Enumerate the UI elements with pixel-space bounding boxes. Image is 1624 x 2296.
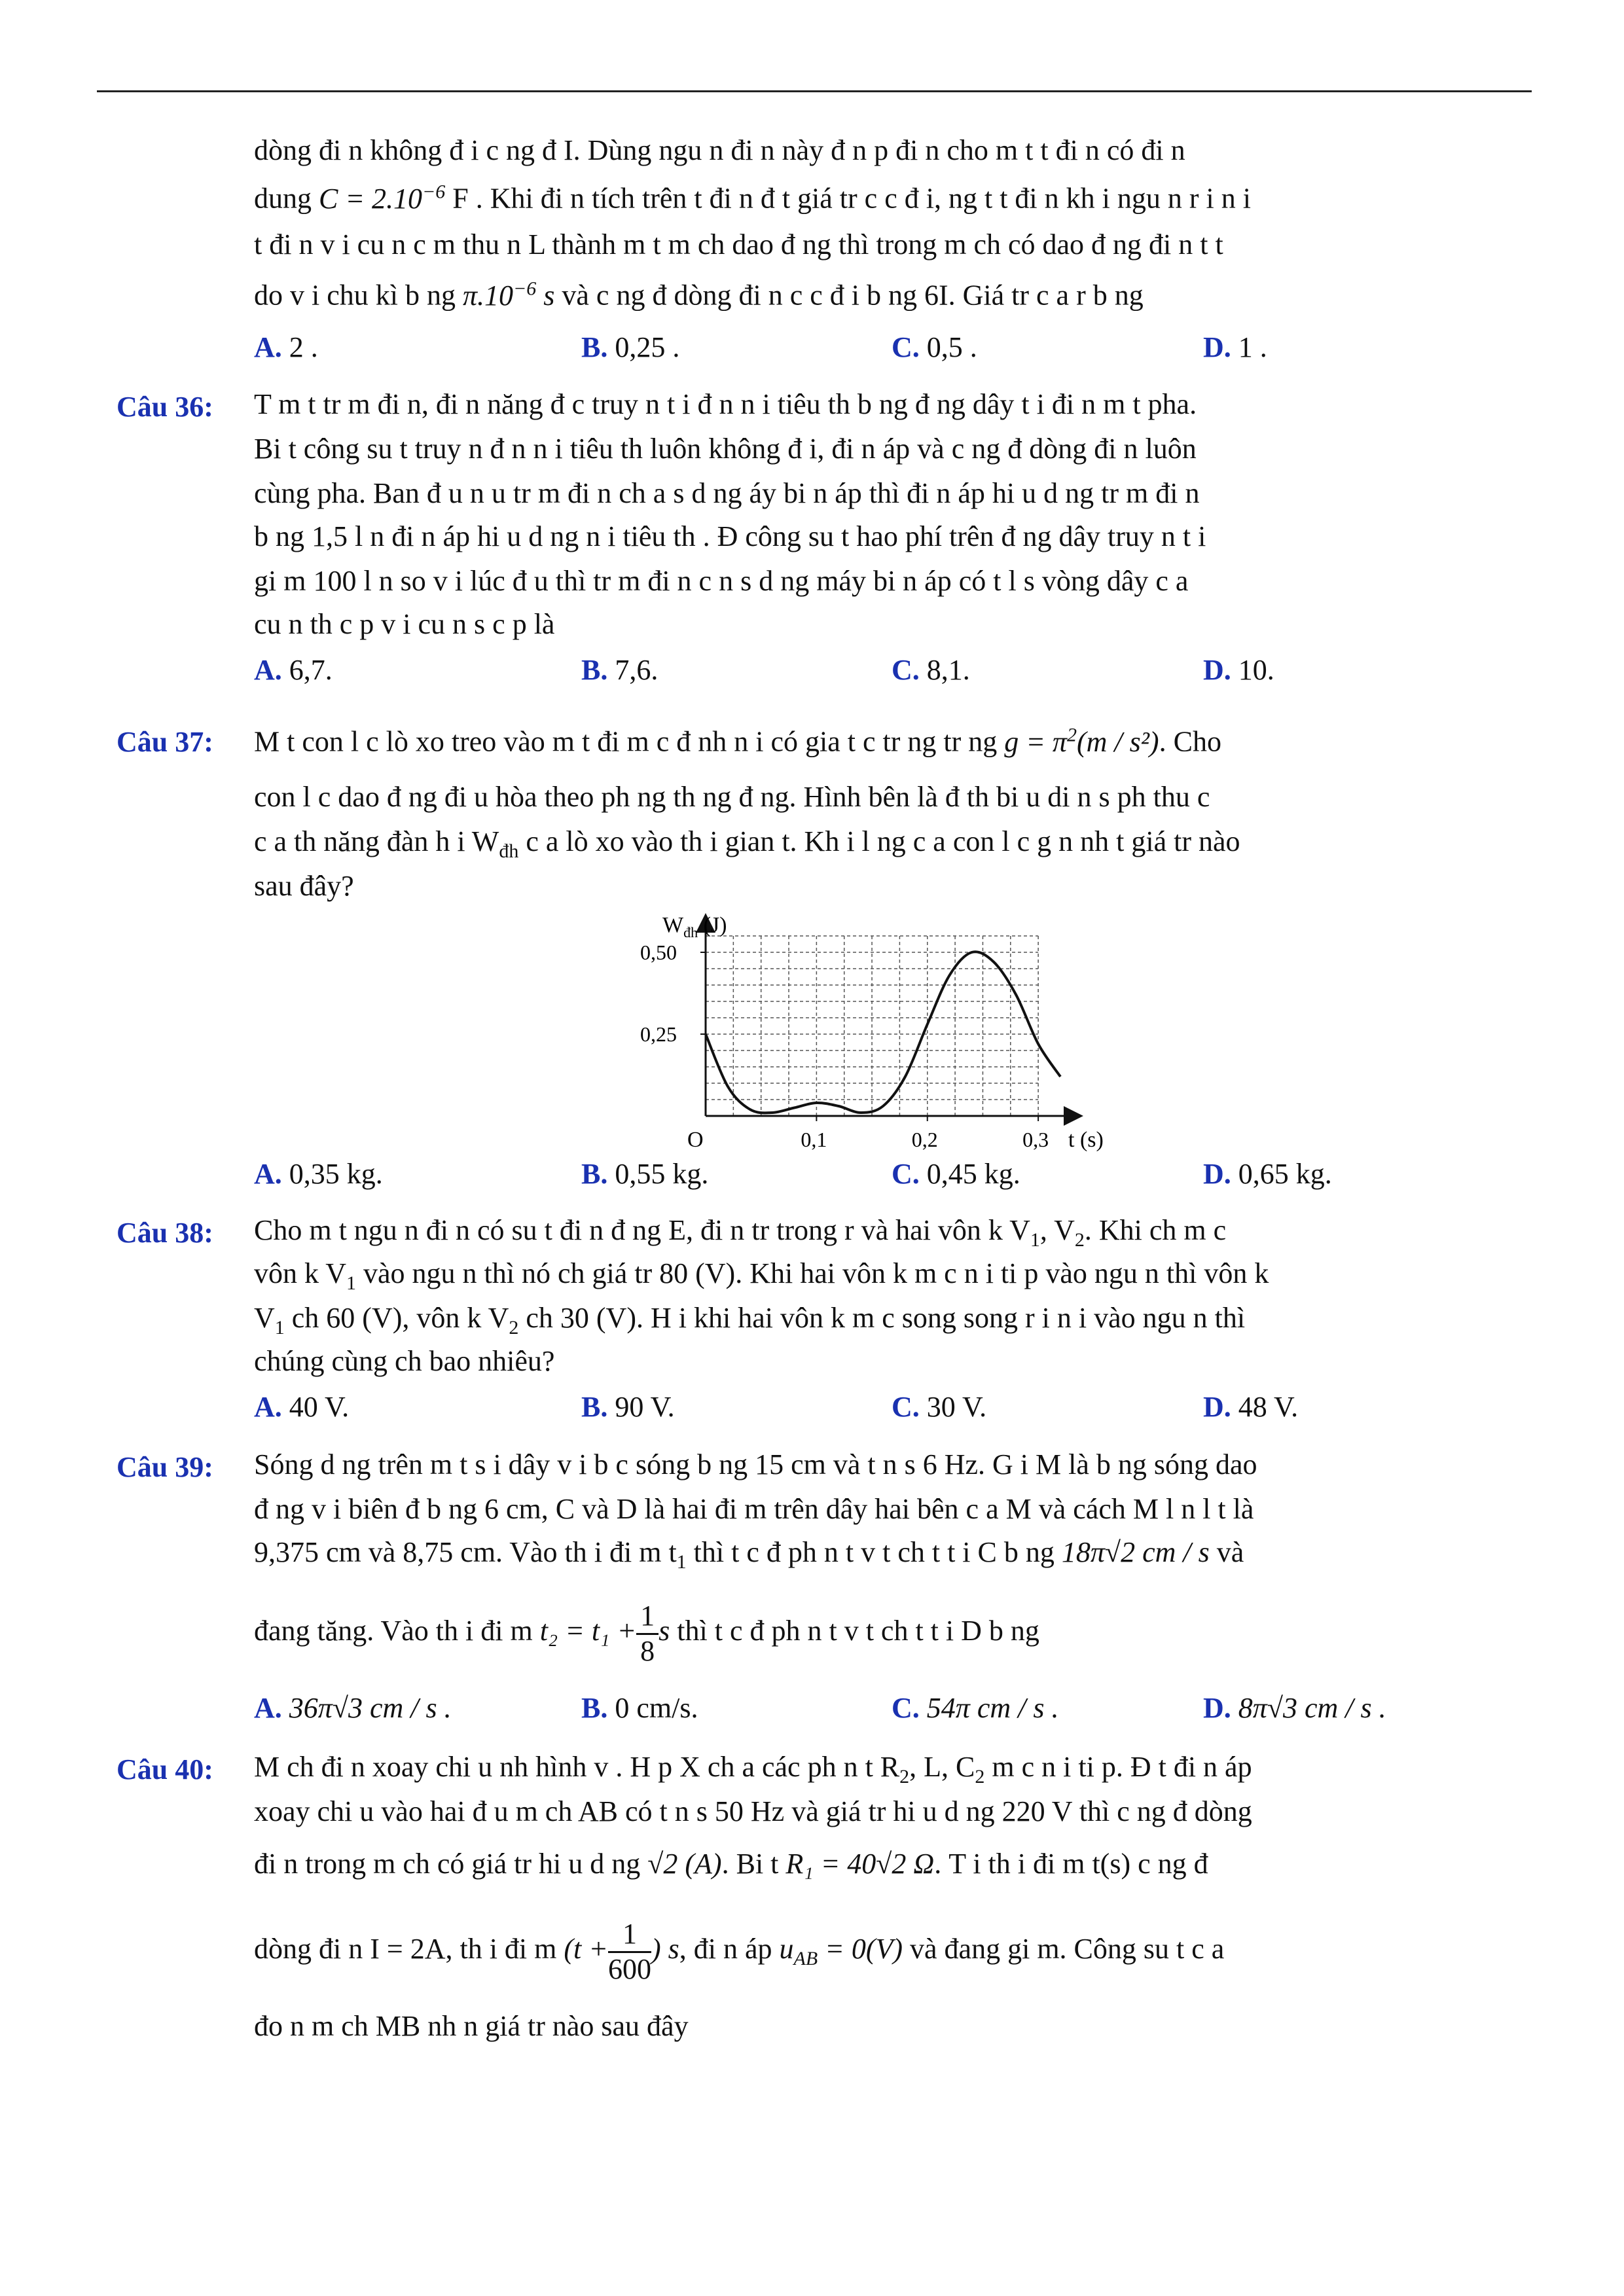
q36-option-b[interactable]: [581, 653, 658, 687]
q36-line-1: T m t tr m đi n, đi n năng đ c truy n t i đ n n i tiêu th b ng đ ng dây t i đi n m t pha.: [254, 388, 1197, 420]
capacitance-base: C = 2.10: [319, 182, 423, 215]
sub-2: 2: [899, 1765, 910, 1787]
q38-line-3a: V: [254, 1302, 275, 1334]
speed-c-expr: 18π√2 cm / s: [1061, 1536, 1210, 1568]
q38-option-c[interactable]: [892, 1390, 986, 1424]
q37-option-c[interactable]: [892, 1157, 1020, 1191]
q40-line-1a: M ch đi n xoay chi u nh hình v . H p X ch a các ph n t R: [254, 1751, 900, 1783]
sub-1: 1: [346, 1272, 356, 1294]
q38-line-2b: vào ngu n thì nó ch giá tr 80 (V). Khi hai vôn k m c n i ti p vào ngu n thì vôn k: [355, 1257, 1269, 1289]
frac-den: 8: [640, 1634, 655, 1667]
option-text: 30 V.: [919, 1391, 987, 1423]
option-key: C.: [892, 331, 920, 363]
option-text: 0 cm/s.: [607, 1692, 698, 1724]
gravity-expr: [1004, 726, 1159, 758]
option-text: 2 .: [281, 331, 318, 363]
q40-line-3c: . T i th i đi m t(s) c ng đ: [934, 1848, 1208, 1880]
q40-line-5: đo n m ch MB nh n giá tr nào sau đây: [254, 2010, 689, 2042]
q40-line-3: [254, 1850, 1208, 1878]
gravity-exp: 2: [1066, 724, 1077, 745]
sub-1: 1: [1030, 1229, 1040, 1251]
q37-option-b[interactable]: [581, 1157, 708, 1191]
q40-line-3a: đi n trong m ch có giá tr hi u d ng: [254, 1848, 648, 1880]
q37-option-d[interactable]: [1203, 1157, 1332, 1191]
option-text: 48 V.: [1231, 1391, 1299, 1423]
q39-line-2: đ ng v i biên đ b ng 6 cm, C và D là hai đi m trên dây hai bên c a M và cách M l n l t là: [254, 1493, 1254, 1525]
q38-line-3: [254, 1304, 1245, 1338]
q39-option-c[interactable]: [892, 1691, 1058, 1725]
q38-line-2: [254, 1259, 1269, 1293]
sub-1: 1: [274, 1316, 285, 1338]
option-text: 36π√3 cm / s .: [281, 1692, 452, 1724]
option-text: 0,45 kg.: [919, 1158, 1020, 1190]
option-key: D.: [1203, 331, 1231, 363]
q39-line-3a: 9,375 cm và 8,75 cm. Vào th i đi m t: [254, 1536, 677, 1568]
q39-line-4a: đang tăng. Vào th i đi m: [254, 1615, 540, 1647]
q39-line-3: [254, 1538, 1244, 1572]
voltage-val: = 0(V): [818, 1933, 903, 1965]
option-key: C.: [892, 1158, 920, 1190]
q39-line-1: Sóng d ng trên m t s i dây v i b c sóng b ng 15 cm và t n s 6 Hz. G i M là b ng sóng dao: [254, 1448, 1257, 1480]
chart-grid: [706, 936, 1038, 1116]
q40-line-1c: m c n i ti p. Đ t đi n áp: [984, 1751, 1252, 1783]
x-tick-label: 0,1: [801, 1128, 827, 1151]
q38-option-d[interactable]: [1203, 1390, 1298, 1424]
option-key: A.: [254, 1692, 282, 1724]
x-tick-label: 0,3: [1022, 1128, 1049, 1151]
option-key: C.: [892, 1692, 920, 1724]
capacitance-exp: −6: [422, 181, 446, 202]
time-fraction: [608, 1918, 651, 1986]
energy-curve: [706, 952, 1060, 1113]
t2-unit: s: [659, 1615, 670, 1647]
option-text: 0,35 kg.: [281, 1158, 383, 1190]
q38-line-3b: ch 60 (V), vôn k V: [284, 1302, 509, 1334]
q37-line-1a: M t con l c lò xo treo vào m t đi m c đ nh n i có gia t c tr ng tr ng: [254, 725, 1005, 758]
intro-option-b[interactable]: [581, 331, 679, 364]
q40-line-4: [254, 1918, 1224, 1986]
q37-option-a[interactable]: [254, 1157, 383, 1191]
x-axis-label: t (s): [1068, 1128, 1104, 1152]
option-text: 10.: [1231, 654, 1274, 686]
wdh-sub: đh: [499, 840, 519, 862]
q37-line-3: [254, 827, 1240, 861]
option-key: A.: [254, 654, 282, 686]
period-expr: [463, 279, 554, 312]
option-text: 90 V.: [607, 1391, 675, 1423]
sub-1: 1: [676, 1551, 687, 1573]
option-key: B.: [581, 654, 608, 686]
q38-line-1a: Cho m t ngu n đi n có su t đi n đ ng E, đi n tr trong r và hai vôn k V: [254, 1214, 1030, 1246]
q39-label: Câu 39:: [117, 1451, 213, 1483]
voltage-expr: [779, 1933, 903, 1969]
q39-line-4b: thì t c đ ph n t v t ch t t i D b ng: [670, 1615, 1039, 1647]
option-text: 40 V.: [281, 1391, 350, 1423]
y-axis-label: [662, 913, 727, 941]
intro-line-1: dòng đi n không đ i c ng đ I. Dùng ngu n đi n này đ n p đi n cho m t t đi n có đi n: [254, 134, 1185, 166]
option-text: 6,7.: [281, 654, 333, 686]
option-text: 8π√3 cm / s .: [1231, 1692, 1386, 1724]
q40-line-4a: dòng đi n I = 2A, th i đi m: [254, 1933, 564, 1965]
q39-option-d[interactable]: [1203, 1691, 1386, 1725]
q38-line-2a: vôn k V: [254, 1257, 346, 1289]
r1-expr: R₁ = 40√2 Ω: [785, 1848, 935, 1880]
q38-line-4: chúng cùng ch bao nhiêu?: [254, 1345, 555, 1377]
frac-den: 600: [607, 1952, 651, 1985]
q38-line-1: [254, 1216, 1226, 1250]
q39-option-b[interactable]: [581, 1691, 698, 1725]
q40-label: Câu 40:: [117, 1753, 213, 1785]
y-tick-label: 0,25: [640, 1022, 677, 1046]
q36-line-6: cu n th c p v i cu n s c p là: [254, 608, 555, 640]
sub-2: 2: [975, 1765, 985, 1787]
frac-num: 1: [608, 1918, 651, 1953]
option-text: 0,25 .: [607, 331, 680, 363]
q37-line-3a: c a th năng đàn h i W: [254, 825, 499, 857]
period-exp: −6: [513, 278, 537, 299]
q37-line-4: sau đây?: [254, 870, 354, 902]
option-key: B.: [581, 1692, 608, 1724]
option-text: 54π cm / s .: [919, 1692, 1059, 1724]
period-unit: s: [536, 279, 555, 312]
intro-line-2: [254, 182, 1251, 213]
option-key: A.: [254, 331, 282, 363]
option-key: A.: [254, 1391, 282, 1423]
option-text: 0,5 .: [919, 331, 977, 363]
q36-line-4: b ng 1,5 l n đi n áp hi u d ng n i tiêu th . Đ công su t hao phí trên đ ng dây truy n t i: [254, 520, 1206, 552]
y-label-sub: đh: [683, 924, 698, 941]
q38-line-1b: , V: [1039, 1214, 1075, 1246]
q36-line-3: cùng pha. Ban đ u n u tr m đi n ch a s d ng áy bi n áp thì đi n áp hi u d ng tr m đi n: [254, 477, 1200, 509]
q38-label: Câu 38:: [117, 1217, 213, 1249]
gravity-unit: (m / s²): [1076, 725, 1159, 758]
intro-line-4b: và c ng đ dòng đi n c c đ i b ng 6I. Giá tr c a r b ng: [554, 279, 1144, 312]
energy-chart: [628, 910, 1126, 1152]
header-rule: [97, 90, 1532, 92]
intro-option-d[interactable]: [1203, 331, 1267, 364]
option-text: 8,1.: [919, 654, 970, 686]
t2-expr: t₂ = t₁ +: [539, 1615, 637, 1647]
intro-line-2a: dung: [254, 182, 319, 215]
y-label-base: W: [662, 913, 684, 937]
option-key: B.: [581, 1391, 608, 1423]
q39-option-a[interactable]: [254, 1691, 452, 1725]
q38-option-b[interactable]: [581, 1390, 675, 1424]
q38-option-a[interactable]: [254, 1390, 349, 1424]
option-key: D.: [1203, 1158, 1231, 1190]
voltage-sub: AB: [793, 1947, 818, 1969]
option-text: 0,55 kg.: [607, 1158, 709, 1190]
intro-line-4a: do v i chu kì b ng: [254, 279, 463, 312]
q40-line-3b: . Bi t: [721, 1848, 786, 1880]
intro-line-4: [254, 279, 1144, 310]
option-text: 0,65 kg.: [1231, 1158, 1332, 1190]
q39-line-3c: và: [1209, 1536, 1244, 1568]
sub-2: 2: [509, 1316, 519, 1338]
x-tick-label: 0,2: [911, 1128, 938, 1151]
q39-line-3b: thì t c đ ph n t v t ch t t i C b ng: [686, 1536, 1062, 1568]
q38-line-1c: . Khi ch m c: [1084, 1214, 1227, 1246]
option-key: D.: [1203, 654, 1231, 686]
q37-line-1: [254, 725, 1221, 757]
q37-line-1b: . Cho: [1159, 725, 1221, 758]
q36-option-c[interactable]: [892, 653, 970, 687]
option-key: B.: [581, 1158, 608, 1190]
option-key: A.: [254, 1158, 282, 1190]
q37-label: Câu 37:: [117, 726, 213, 758]
option-text: 1 .: [1231, 331, 1267, 363]
time-close: ) s: [651, 1933, 679, 1965]
q40-line-4c: và đang gi m. Công su t c a: [903, 1933, 1225, 1965]
time-open: (t +: [564, 1933, 608, 1965]
option-key: C.: [892, 1391, 920, 1423]
q40-line-2: xoay chi u vào hai đ u m ch AB có t n s 50 Hz và giá tr hi u d ng 220 V thì c ng đ dòng: [254, 1795, 1252, 1827]
option-key: D.: [1203, 1391, 1231, 1423]
y-tick-label: 0,50: [640, 941, 677, 964]
option-key: C.: [892, 654, 920, 686]
y-label-unit: (J): [698, 913, 727, 937]
gravity-base: g = π: [1004, 725, 1067, 758]
q40-line-1: [254, 1753, 1252, 1787]
intro-line-3: t đi n v i cu n c m thu n L thành m t m ch dao đ ng thì trong m ch có dao đ ng đi n t t: [254, 228, 1223, 260]
q36-line-2: Bi t công su t truy n đ n n i tiêu th luôn không đ i, đi n áp và c ng đ dòng đi n luôn: [254, 433, 1197, 465]
period-base: π.10: [462, 279, 514, 312]
q40-line-1b: , L, C: [909, 1751, 975, 1783]
option-text: 7,6.: [607, 654, 659, 686]
intro-option-c[interactable]: [892, 331, 977, 364]
intro-option-a[interactable]: [254, 331, 318, 364]
current-expr: √2 (A): [647, 1848, 722, 1880]
sub-2: 2: [1074, 1229, 1085, 1251]
origin-label: O: [687, 1128, 704, 1152]
voltage-base: u: [779, 1933, 794, 1965]
q36-option-d[interactable]: [1203, 653, 1274, 687]
capacitance-expr: [319, 183, 445, 215]
q36-label: Câu 36:: [117, 391, 213, 423]
t2-fraction: [636, 1600, 659, 1668]
q36-option-a[interactable]: [254, 653, 333, 687]
q40-line-4b: , đi n áp: [679, 1933, 780, 1965]
q39-line-4: [254, 1600, 1039, 1668]
option-key: D.: [1203, 1692, 1231, 1724]
q37-line-2: con l c dao đ ng đi u hòa theo ph ng th ng đ ng. Hình bên là đ th bi u di n s ph thu c: [254, 781, 1210, 813]
q37-line-3b: c a lò xo vào th i gian t. Kh i l ng c a con l c g n nh t giá tr nào: [518, 825, 1240, 857]
intro-line-2b: F . Khi đi n tích trên t đi n đ t giá tr c c đ i, ng t t đi n kh i ngu n r i n i: [445, 182, 1251, 215]
q38-line-3c: ch 30 (V). H i khi hai vôn k m c song song r i n i vào ngu n thì: [518, 1302, 1246, 1334]
q36-line-5: gi m 100 l n so v i lúc đ u thì tr m đi n c n s d ng máy bi n áp có t l s vòng dây c a: [254, 565, 1189, 597]
frac-num: 1: [636, 1600, 659, 1635]
option-key: B.: [581, 331, 608, 363]
